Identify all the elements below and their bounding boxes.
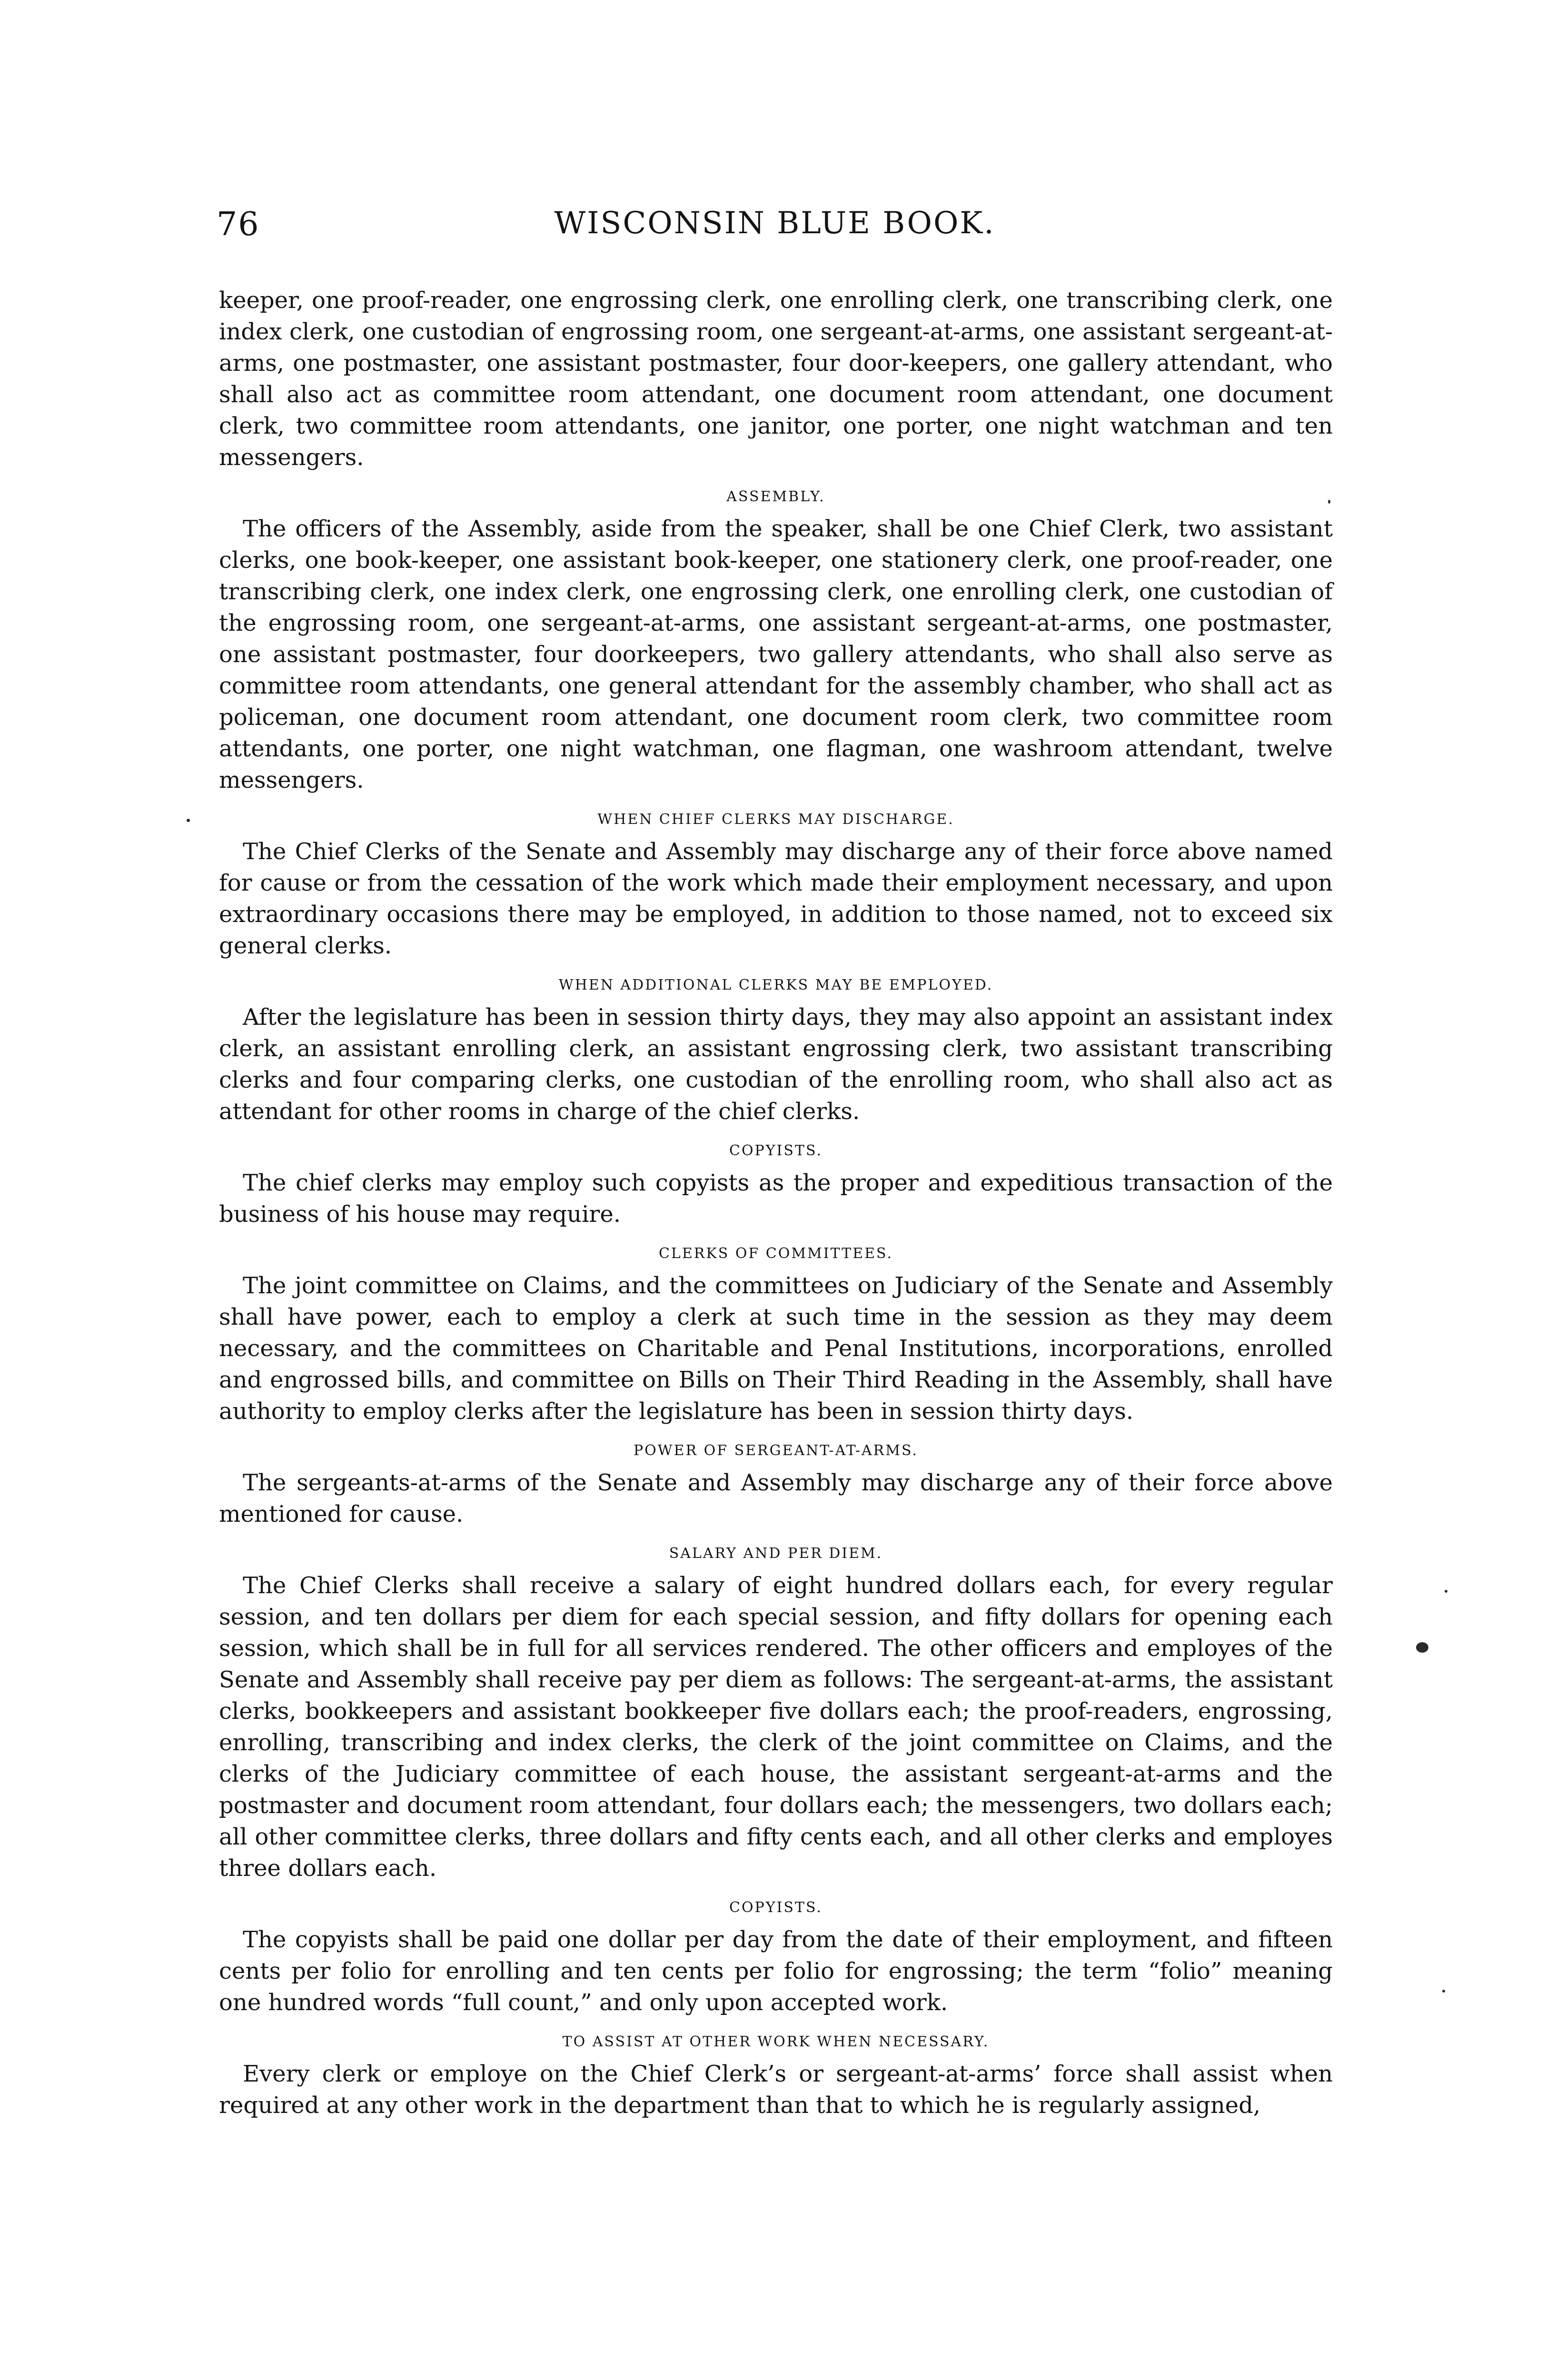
running-title: WISCONSIN BLUE BOOK. xyxy=(554,206,995,241)
section-paragraph-copyists-pay: The copyists shall be paid one dollar per day from the date of their employment, and fifteen cents per folio for enrolling and ten cents per folio for engrossing; the term “folio” meaning one hundred words “full count,” and only upon accepted work. xyxy=(219,1926,1333,2016)
section-heading-chief-clerks-discharge: WHEN CHIEF CLERKS MAY DISCHARGE. xyxy=(597,811,954,828)
section-paragraph-assist-other-work: Every clerk or employe on the Chief Clerk’s or sergeant-at-arms’ force shall assist when required at any other work in the department than that to which he is regularly assigned, xyxy=(219,2061,1333,2119)
intro-paragraph: keeper, one proof-reader, one engrossing clerk, one enrolling clerk, one transcribing clerk, one index clerk, one custodian of engrossing room, one sergeant-at-arms, one assistant sergeant-at-arms, one postmaster, one assistant postmaster, four door-keepers, one gallery attendant, who shall also act as committee room attendant, one document room attendant, one document clerk, two committee room attendants, one janitor, one porter, one night watchman and ten messengers. xyxy=(219,287,1333,471)
section-heading-assembly: ASSEMBLY. xyxy=(726,488,825,505)
section-paragraph-clerks-of-committees: The joint committee on Claims, and the committees on Judiciary of the Senate and Assembly shall have power, each to employ a clerk at such time in the session as they may deem necessary, and the committees on Charitable and Penal Institutions, incorporations, enrolled and engrossed bills, and committee on Bills on Their Third Reading in the Assembly, shall have authority to employ clerks after the legislature has been in session thirty days. xyxy=(219,1272,1333,1425)
section-heading-copyists: COPYISTS. xyxy=(729,1142,823,1159)
section-paragraph-salary: The Chief Clerks shall receive a salary of eight hundred dollars each, for every regular session, and ten dollars per diem for each special session, and fifty dollars for opening each session, which shall be in full for all services rendered. The other officers and employes of the Senate and Assembly shall receive pay per diem as follows: The sergeant-at-arms, the assistant clerks, bookkeepers and assistant bookkeeper five dollars each; the proof-readers, engrossing, enrolling, transcribing and index clerks, the clerk of the joint committee on Claims, and the clerks of the Judiciary committee of each house, the assistant sergeant-at-arms and the postmaster and document room attendant, four dollars each; the messengers, two dollars each; all other committee clerks, three dollars and fifty cents each, and all other clerks and employes three dollars each. xyxy=(219,1572,1333,1882)
ink-speck xyxy=(1328,500,1330,504)
section-paragraph-sergeant-at-arms: The sergeants-at-arms of the Senate and Assembly may discharge any of their force above mentioned for cause. xyxy=(219,1469,1333,1527)
ink-speck xyxy=(1416,1642,1428,1653)
section-paragraph-copyists: The chief clerks may employ such copyists as the proper and expeditious transaction of the business of his house may require. xyxy=(219,1170,1333,1228)
ink-speck xyxy=(187,819,190,822)
section-paragraph-additional-clerks: After the legislature has been in session thirty days, they may also appoint an assistant index clerk, an assistant enrolling clerk, an assistant engrossing clerk, two assistant transcribing clerks and four comparing clerks, one custodian of the enrolling room, who shall also act as attendant for other rooms in charge of the chief clerks. xyxy=(219,1004,1333,1125)
section-heading-sergeant-at-arms: POWER OF SERGEANT-AT-ARMS. xyxy=(634,1442,918,1459)
section-paragraph-assembly: The officers of the Assembly, aside from the speaker, shall be one Chief Clerk, two assistant clerks, one book-keeper, one assistant book-keeper, one stationery clerk, one proof-reader, one transcribing clerk, one index clerk, one engrossing clerk, one enrolling clerk, one custodian of the engrossing room, one sergeant-at-arms, one assistant sergeant-at-arms, one postmaster, one assistant postmaster, four doorkeepers, two gallery attendants, who shall also serve as committee room attendants, one general attendant for the assembly chamber, who shall act as policeman, one document room attendant, one document room clerk, two committee room attendants, one porter, one night watchman, one flagman, one washroom attendant, twelve messengers. xyxy=(219,516,1333,793)
section-heading-additional-clerks: WHEN ADDITIONAL CLERKS MAY BE EMPLOYED. xyxy=(558,977,993,993)
section-heading-clerks-of-committees: CLERKS OF COMMITTEES. xyxy=(658,1245,893,1262)
running-head xyxy=(217,206,1333,258)
section-heading-assist-other-work: TO ASSIST AT OTHER WORK WHEN NECESSARY. xyxy=(562,2033,990,2050)
ink-speck xyxy=(1442,1990,1445,1993)
page-number: 76 xyxy=(217,206,260,243)
section-heading-copyists-pay: COPYISTS. xyxy=(729,1899,823,1916)
section-heading-salary: SALARY AND PER DIEM. xyxy=(669,1545,883,1562)
ink-speck xyxy=(1445,1590,1447,1593)
section-paragraph-chief-clerks-discharge: The Chief Clerks of the Senate and Assembly may discharge any of their force above named for cause or from the cessation of the work which made their employment necessary, and upon extraordinary occasions there may be employed, in addition to those named, not to exceed six general clerks. xyxy=(219,838,1333,959)
body-text xyxy=(219,285,1333,2121)
